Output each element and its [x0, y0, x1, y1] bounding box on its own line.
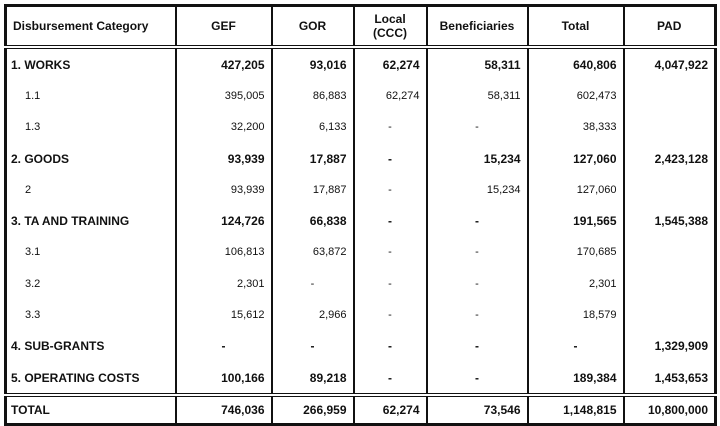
table-row — [6, 237, 716, 268]
cell-gef: 124,726 — [176, 205, 272, 236]
cell-local-ccc: - — [354, 331, 427, 362]
cell-pad — [624, 174, 716, 205]
cell-beneficiaries: 58,311 — [427, 80, 528, 111]
table-row — [6, 331, 716, 362]
cell-total: 2,301 — [528, 268, 624, 299]
cell-local-ccc: - — [354, 112, 427, 143]
column-header-gef: GEF — [176, 6, 272, 48]
cell-local-ccc: - — [354, 268, 427, 299]
cell-gor: 6,133 — [272, 112, 354, 143]
cell-category: 3.2 — [6, 268, 176, 299]
cell-beneficiaries: - — [427, 362, 528, 395]
cell-gef: 93,939 — [176, 174, 272, 205]
cell-category: 1.3 — [6, 112, 176, 143]
cell-pad: 1,329,909 — [624, 331, 716, 362]
cell-gef: 100,166 — [176, 362, 272, 395]
cell-category: 3. TA AND TRAINING — [6, 205, 176, 236]
cell-pad — [624, 237, 716, 268]
cell-pad: 2,423,128 — [624, 143, 716, 174]
cell-gef: 15,612 — [176, 299, 272, 330]
cell-gor: - — [272, 268, 354, 299]
table-row — [6, 299, 716, 330]
disbursement-table — [4, 4, 717, 426]
cell-category: 2 — [6, 174, 176, 205]
cell-pad: 4,047,922 — [624, 47, 716, 80]
cell-category: 3.3 — [6, 299, 176, 330]
cell-local-ccc: - — [354, 362, 427, 395]
table-row — [6, 47, 716, 80]
cell-gor: 2,966 — [272, 299, 354, 330]
cell-category: 1.1 — [6, 80, 176, 111]
cell-local-ccc: - — [354, 205, 427, 236]
cell-gef: 93,939 — [176, 143, 272, 174]
total-row — [6, 395, 716, 425]
cell-total: 1,148,815 — [528, 395, 624, 425]
table-row — [6, 205, 716, 236]
cell-total: 189,384 — [528, 362, 624, 395]
cell-pad — [624, 268, 716, 299]
cell-local-ccc: - — [354, 299, 427, 330]
column-header-beneficiaries: Beneficiaries — [427, 6, 528, 48]
cell-gor: 86,883 — [272, 80, 354, 111]
cell-beneficiaries: - — [427, 268, 528, 299]
cell-local-ccc: 62,274 — [354, 80, 427, 111]
cell-beneficiaries: 73,546 — [427, 395, 528, 425]
cell-total: - — [528, 331, 624, 362]
column-header-category: Disbursement Category — [6, 6, 176, 48]
cell-gor: 66,838 — [272, 205, 354, 236]
header-row — [6, 6, 716, 48]
table-row — [6, 143, 716, 174]
cell-beneficiaries: - — [427, 205, 528, 236]
cell-category: 3.1 — [6, 237, 176, 268]
cell-beneficiaries: - — [427, 237, 528, 268]
cell-pad — [624, 299, 716, 330]
cell-total: 38,333 — [528, 112, 624, 143]
cell-total: 127,060 — [528, 174, 624, 205]
cell-category: TOTAL — [6, 395, 176, 425]
cell-pad: 1,453,653 — [624, 362, 716, 395]
cell-gef: - — [176, 331, 272, 362]
cell-beneficiaries: 15,234 — [427, 143, 528, 174]
column-header-local-ccc: Local (CCC) — [354, 6, 427, 48]
cell-beneficiaries: - — [427, 299, 528, 330]
table-row — [6, 268, 716, 299]
table-row — [6, 362, 716, 395]
cell-beneficiaries: 15,234 — [427, 174, 528, 205]
cell-total: 191,565 — [528, 205, 624, 236]
cell-beneficiaries: 58,311 — [427, 47, 528, 80]
cell-beneficiaries: - — [427, 112, 528, 143]
cell-local-ccc: 62,274 — [354, 395, 427, 425]
cell-total: 602,473 — [528, 80, 624, 111]
cell-total: 127,060 — [528, 143, 624, 174]
cell-local-ccc: 62,274 — [354, 47, 427, 80]
cell-beneficiaries: - — [427, 331, 528, 362]
table-row — [6, 112, 716, 143]
cell-total: 640,806 — [528, 47, 624, 80]
cell-local-ccc: - — [354, 143, 427, 174]
cell-gor: 93,016 — [272, 47, 354, 80]
column-header-gor: GOR — [272, 6, 354, 48]
cell-gef: 427,205 — [176, 47, 272, 80]
cell-gef: 106,813 — [176, 237, 272, 268]
cell-gor: 89,218 — [272, 362, 354, 395]
cell-gor: 63,872 — [272, 237, 354, 268]
cell-pad — [624, 80, 716, 111]
cell-category: 4. SUB-GRANTS — [6, 331, 176, 362]
cell-gef: 32,200 — [176, 112, 272, 143]
cell-total: 170,685 — [528, 237, 624, 268]
cell-category: 1. WORKS — [6, 47, 176, 80]
cell-gor: - — [272, 331, 354, 362]
cell-gef: 746,036 — [176, 395, 272, 425]
cell-local-ccc: - — [354, 237, 427, 268]
cell-pad — [624, 112, 716, 143]
column-header-pad: PAD — [624, 6, 716, 48]
cell-gef: 395,005 — [176, 80, 272, 111]
cell-pad: 10,800,000 — [624, 395, 716, 425]
table-row — [6, 80, 716, 111]
cell-category: 2. GOODS — [6, 143, 176, 174]
cell-local-ccc: - — [354, 174, 427, 205]
column-header-total: Total — [528, 6, 624, 48]
cell-gef: 2,301 — [176, 268, 272, 299]
cell-gor: 266,959 — [272, 395, 354, 425]
table-row — [6, 174, 716, 205]
cell-pad: 1,545,388 — [624, 205, 716, 236]
cell-total: 18,579 — [528, 299, 624, 330]
cell-category: 5. OPERATING COSTS — [6, 362, 176, 395]
cell-gor: 17,887 — [272, 143, 354, 174]
cell-gor: 17,887 — [272, 174, 354, 205]
